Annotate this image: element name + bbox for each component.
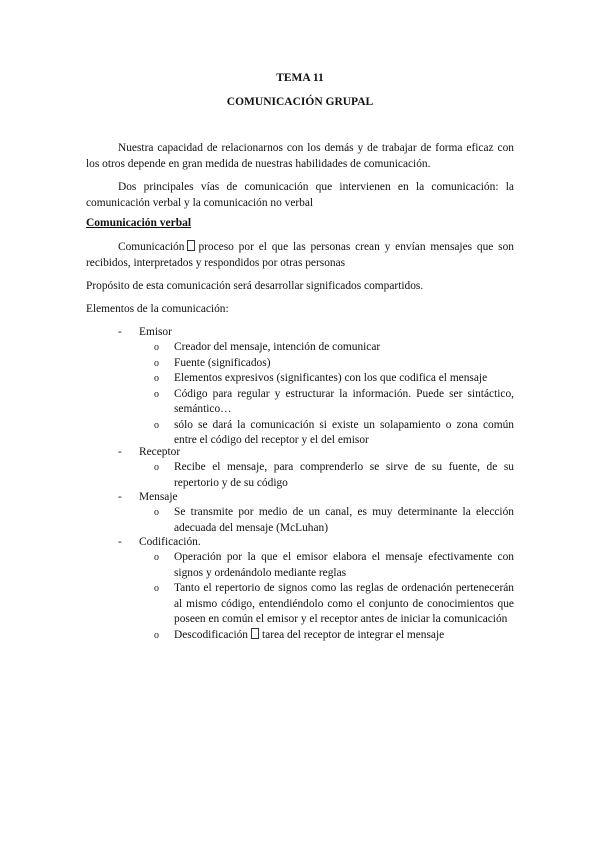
definition-term: Comunicación — [118, 241, 185, 253]
bullet-marker: o — [154, 629, 159, 641]
definition-paragraph — [86, 240, 514, 271]
bullet-marker: o — [154, 583, 159, 594]
bullet-marker: o — [154, 373, 159, 384]
arrow-glyph-icon — [187, 240, 195, 251]
codificacion-sublist — [154, 550, 514, 643]
list-item: o Creador del mensaje, intención de comunicar — [154, 340, 514, 356]
bullet-marker: o — [154, 419, 159, 431]
document-title: TEMA 11 — [276, 72, 324, 84]
elements-intro: Elementos de la comunicación: — [86, 303, 229, 315]
list-item: o Fuente (significados) — [154, 356, 514, 372]
list-item — [154, 628, 514, 644]
mensaje-sublist — [154, 505, 514, 536]
bullet-marker: o — [154, 552, 159, 563]
element-label: Codificación. — [139, 536, 201, 548]
bullet-marker: o — [154, 388, 159, 400]
bullet-marker: o — [154, 342, 159, 353]
purpose-paragraph: Propósito de esta comunicación será desarrollar significados compartidos. — [86, 280, 424, 292]
element-codificacion — [118, 535, 201, 551]
definition-text: proceso por el que las personas crean y envían mensajes que son recibidos, interpretados y respondidos por otras personas — [86, 241, 514, 269]
element-receptor — [118, 445, 180, 461]
dash-marker: - — [118, 446, 122, 458]
list-item: o Recibe el mensaje, para comprenderlo se sirve de su fuente, de su repertorio y de su código — [154, 461, 514, 489]
list-item: o sólo se dará la comunicación si existe un solapamiento o zona común entre el código del receptor y el del emisor — [154, 418, 514, 446]
bullet-marker: o — [154, 357, 159, 369]
emisor-sublist — [154, 340, 514, 449]
section-heading-verbal: Comunicación verbal — [86, 217, 192, 229]
decodificacion-term: Descodificación — [174, 628, 249, 641]
bullet-marker: o — [154, 462, 159, 473]
intro-paragraph-1: Nuestra capacidad de relacionarnos con los demás y de trabajar de forma eficaz con los otros depende en gran medida de nuestras habilidades de comunicación. — [86, 142, 514, 170]
intro-paragraph-2: Dos principales vías de comunicación que intervienen en la comunicación: la comunicación verbal y la comunicación no verbal — [86, 181, 514, 209]
arrow-glyph-icon — [251, 628, 259, 639]
dash-marker: - — [118, 326, 122, 338]
receptor-sublist — [154, 460, 514, 491]
list-item: o Operación por la que el emisor elabora el mensaje efectivamente con signos y ordenándolo mediante reglas — [154, 551, 514, 579]
decodificacion-text: tarea del receptor de integrar el mensaje — [262, 628, 445, 641]
element-emisor — [118, 325, 172, 341]
element-label: Receptor — [139, 446, 181, 458]
bullet-marker: o — [154, 507, 159, 518]
element-mensaje — [118, 490, 178, 506]
element-label: Mensaje — [139, 491, 178, 503]
element-label: Emisor — [139, 326, 172, 338]
dash-marker: - — [118, 536, 122, 548]
list-item: o Tanto el repertorio de signos como las reglas de ordenación pertenecerán al mismo código, entendiéndolo como el conjunto de conocimientos que poseen en común el emisor y el receptor antes de iniciar la comunicación — [154, 582, 514, 625]
list-item: o Se transmite por medio de un canal, es muy determinante la elección adecuada del mensaje (McLuhan) — [154, 506, 514, 534]
document-subtitle: COMUNICACIÓN GRUPAL — [226, 96, 374, 108]
list-item: o Código para regular y estructurar la información. Puede ser sintáctico, semántico… — [154, 387, 514, 415]
list-item: o Elementos expresivos (significantes) con los que codifica el mensaje — [154, 371, 514, 387]
dash-marker: - — [118, 491, 122, 503]
